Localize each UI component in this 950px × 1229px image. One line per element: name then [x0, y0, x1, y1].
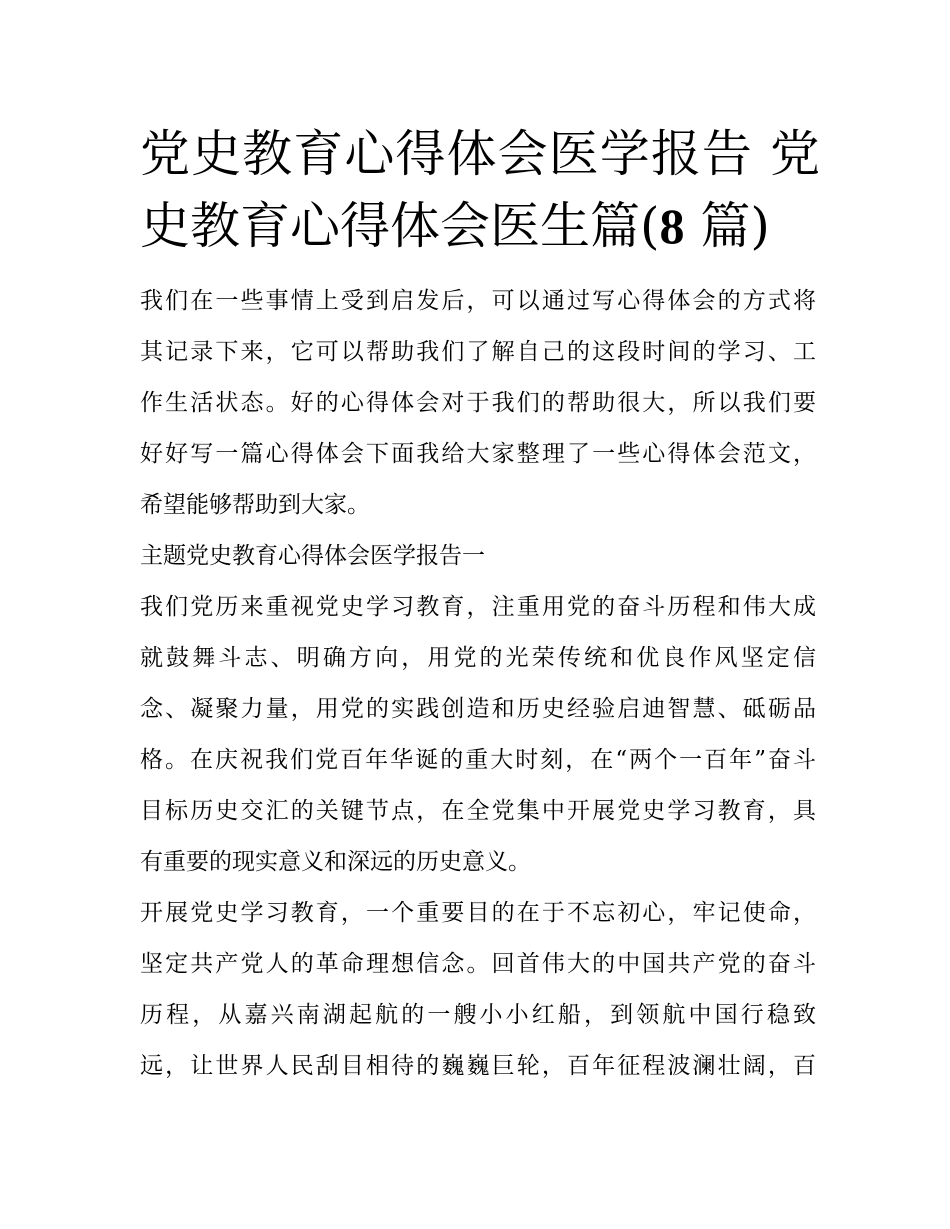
- text-line: 其记录下来，它可以帮助我们了解自己的这段时间的学习、工: [140, 339, 816, 365]
- text-line: 远，让世界人民刮目相待的巍巍巨轮，百年征程波澜壮阔，百: [140, 1053, 816, 1079]
- text-line: 希望能够帮助到大家。: [140, 492, 370, 518]
- body-paragraph-2: [140, 888, 816, 1092]
- text-line: 念、凝聚力量，用党的实践创造和历史经验启迪智慧、砥砺品: [140, 696, 816, 722]
- text-line: 好好写一篇心得体会下面我给大家整理了一些心得体会范文，: [140, 441, 816, 467]
- text-line: 开展党史学习教育，一个重要目的在于不忘初心，牢记使命，: [140, 900, 816, 926]
- document-title: [140, 118, 820, 262]
- intro-paragraph: [140, 276, 816, 531]
- text-line: 我们党历来重视党史学习教育，注重用党的奋斗历程和伟大成: [140, 594, 816, 620]
- text-line: 有重要的现实意义和深远的历史意义。: [140, 849, 531, 875]
- text-line: 坚定共产党人的革命理想信念。回首伟大的中国共产党的奋斗: [140, 951, 816, 977]
- body-paragraph-1: [140, 582, 816, 888]
- text-line: 我们在一些事情上受到启发后，可以通过写心得体会的方式将: [140, 288, 816, 314]
- text-line: 就鼓舞斗志、明确方向，用党的光荣传统和优良作风坚定信: [140, 645, 816, 671]
- title-count: 8: [659, 198, 685, 254]
- text-line: 历程，从嘉兴南湖起航的一艘小小红船，到领航中国行稳致: [140, 1002, 816, 1028]
- section-heading-text: 主题党史教育心得体会医学报告一: [140, 543, 485, 569]
- document-body: [140, 276, 816, 1092]
- text-line: 格。在庆祝我们党百年华诞的重大时刻，在“两个一百年”奋斗: [140, 747, 816, 773]
- text-line: 作生活状态。好的心得体会对于我们的帮助很大，所以我们要: [140, 390, 816, 416]
- text-line: 目标历史交汇的关键节点，在全党集中开展党史学习教育，具: [140, 798, 816, 824]
- title-line-1: 党史教育心得体会医学报告 党: [140, 125, 820, 183]
- title-line-2: 史教育心得体会医生篇(8 篇): [140, 197, 770, 255]
- section-heading: [140, 531, 816, 582]
